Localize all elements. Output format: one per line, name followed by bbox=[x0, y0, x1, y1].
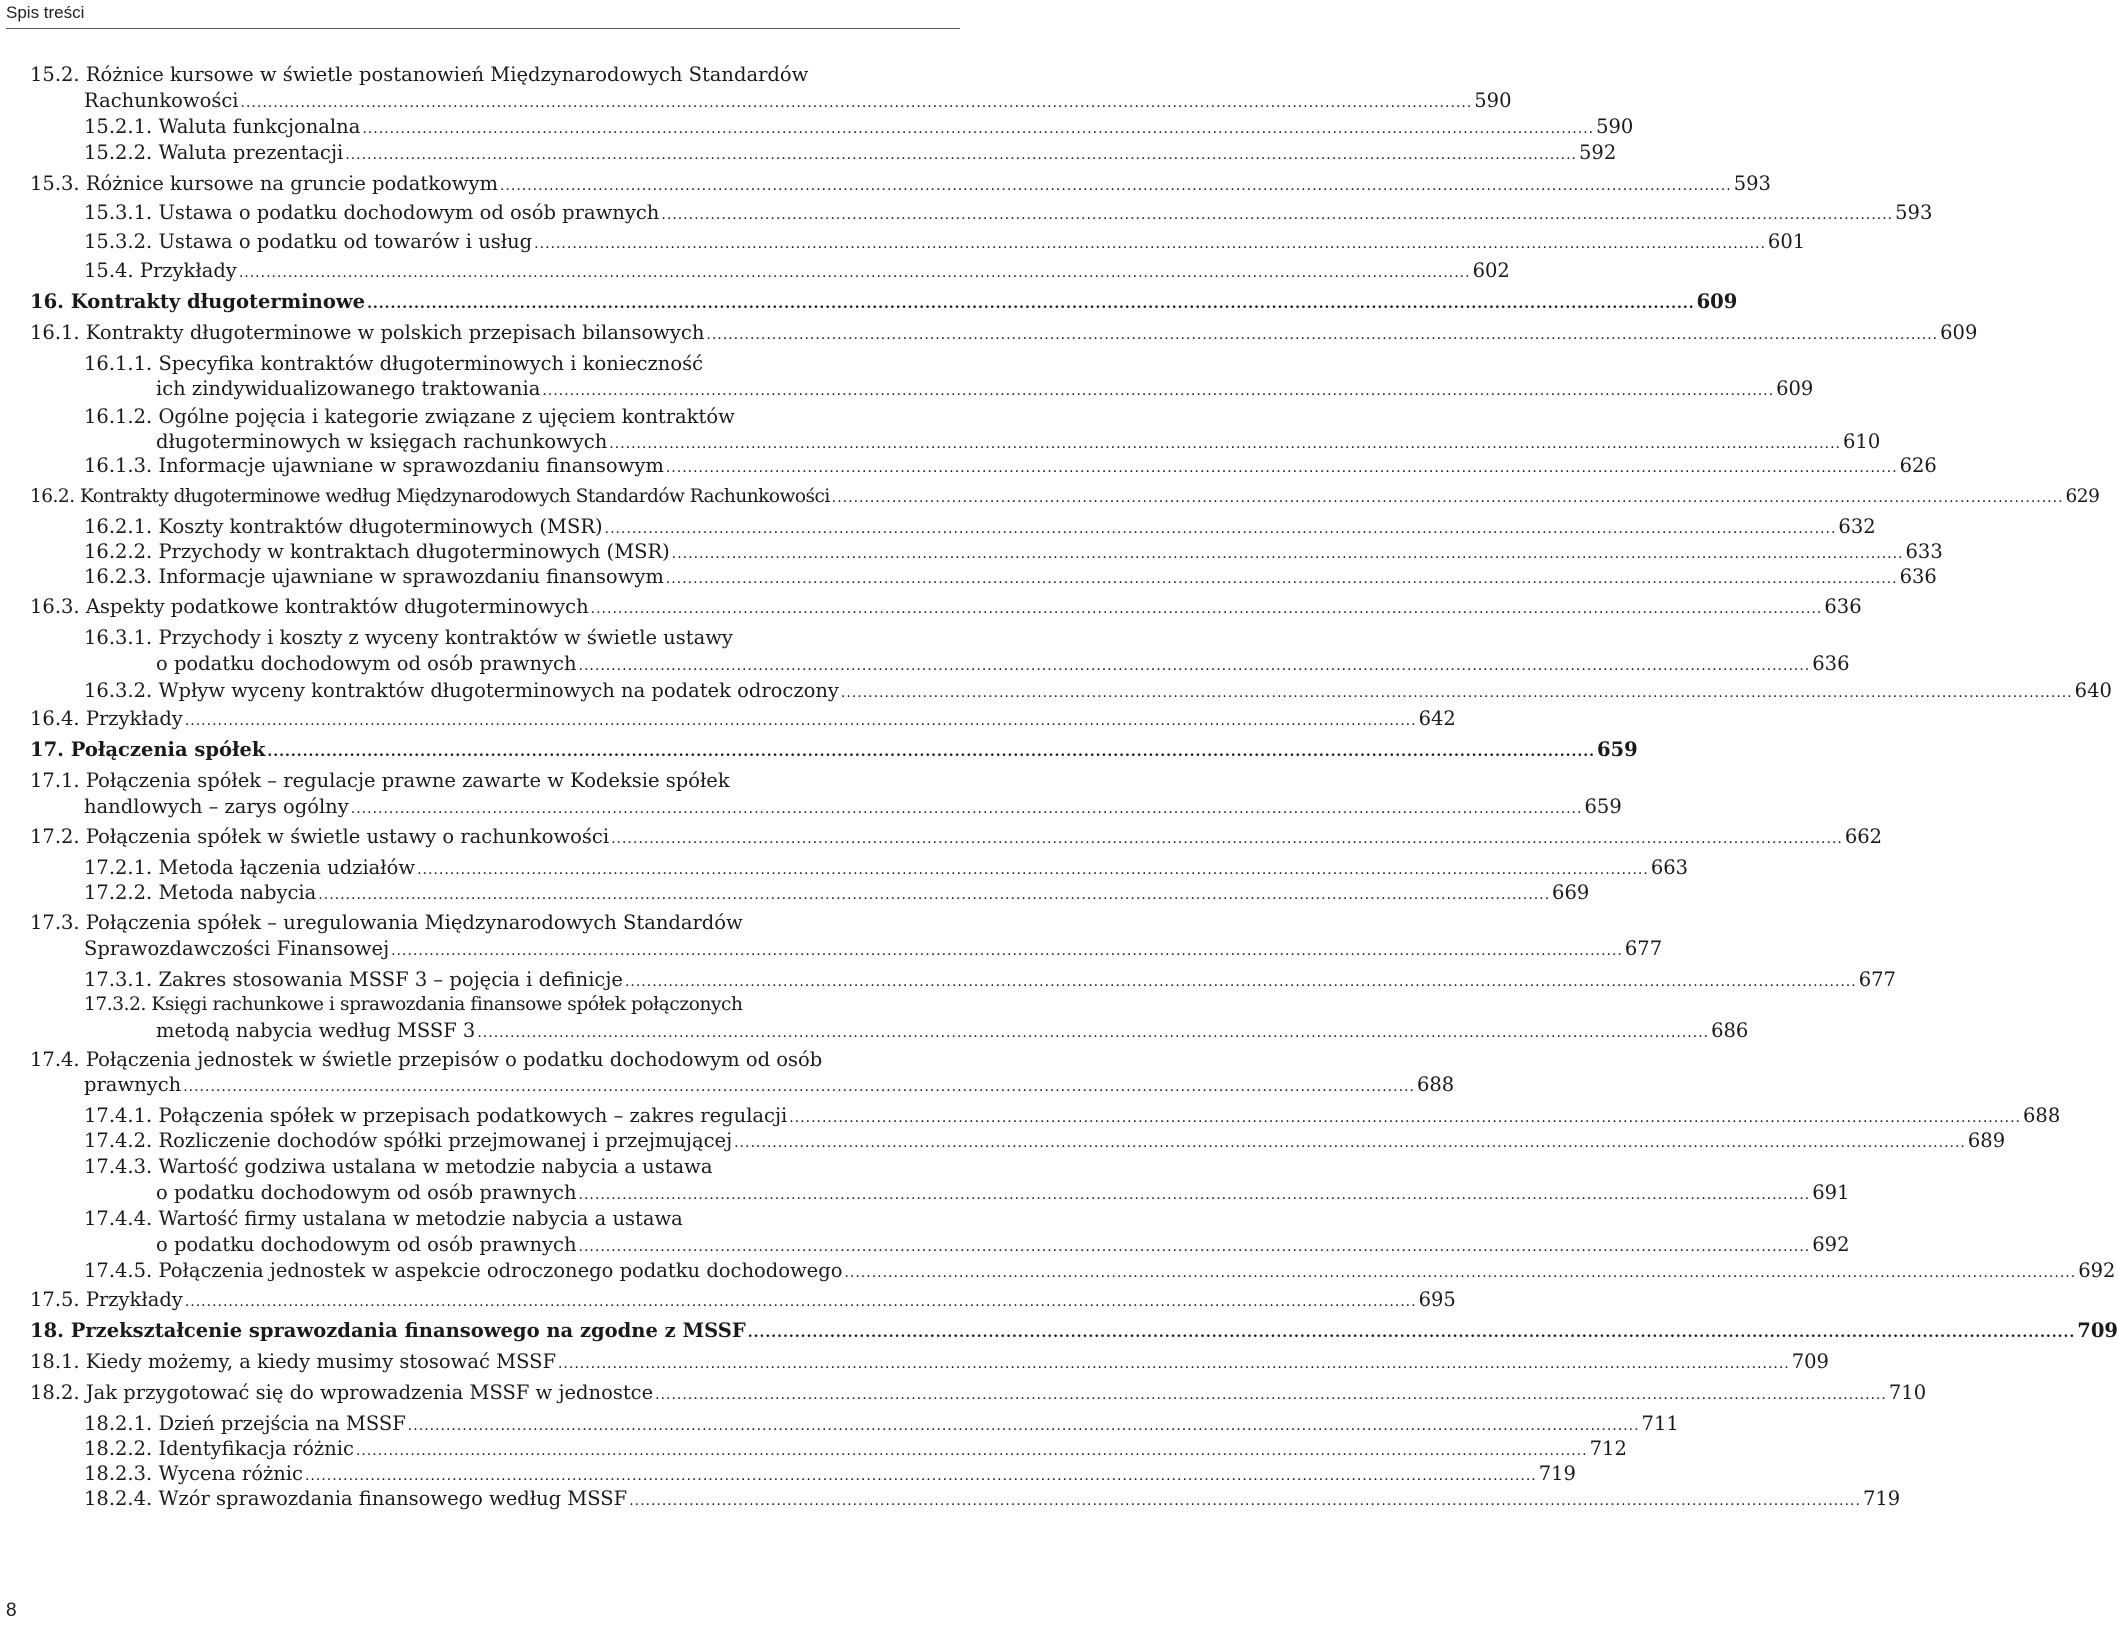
toc-entry-15-3-2[interactable]: 15.3.2. Ustawa o podatku od towarów i usług .................................................................................................................................................................................................................................. 601 bbox=[84, 230, 1806, 253]
toc-entry-17-4-3[interactable]: o podatku dochodowym od osób prawnych .................................................................................................................................................................................................................................. 691 bbox=[156, 1181, 1850, 1204]
page-header bbox=[0, 0, 960, 30]
toc-entry-15-2-line1: 15.2. Różnice kursowe w świetle postanowień Międzynarodowych Standardów bbox=[30, 63, 809, 86]
toc-entry-17-2[interactable]: 17.2. Połączenia spółek w świetle ustawy o rachunkowości .................................................................................................................................................................................................................................. 662 bbox=[30, 825, 1883, 848]
toc-entry-16-2[interactable]: 16.2. Kontrakty długoterminowe według Międzynarodowych Standardów Rachunkowości .................................................................................................................................................................................................................................. 629 bbox=[30, 486, 2100, 507]
toc-entry-17-4[interactable]: prawnych .................................................................................................................................................................................................................................. 688 bbox=[84, 1073, 1455, 1096]
toc-entry-17-3-2-line1: 17.3.2. Księgi rachunkowe i sprawozdania finansowe spółek połączonych bbox=[84, 994, 743, 1015]
toc-entry-17-4-2[interactable]: 17.4.2. Rozliczenie dochodów spółki przejmowanej i przejmującej .................................................................................................................................................................................................................................. 689 bbox=[84, 1129, 2006, 1152]
toc-entry-17-1-line1: 17.1. Połączenia spółek – regulacje prawne zawarte w Kodeksie spółek bbox=[30, 769, 730, 792]
toc-entry-17-4-5[interactable]: 17.4.5. Połączenia jednostek w aspekcie odroczonego podatku dochodowego .................................................................................................................................................................................................................................. 692 bbox=[84, 1259, 2116, 1282]
toc-entry-17-4-3-line1: 17.4.3. Wartość godziwa ustalana w metodzie nabycia a ustawa bbox=[84, 1155, 713, 1178]
toc-entry-16-3-2[interactable]: 16.3.2. Wpływ wyceny kontraktów długoterminowych na podatek odroczony .................................................................................................................................................................................................................................. 640 bbox=[84, 679, 2112, 702]
toc-entry-15-4[interactable]: 15.4. Przykłady .................................................................................................................................................................................................................................. 602 bbox=[84, 259, 1510, 282]
page-number: 8 bbox=[6, 1600, 17, 1621]
toc-chapter-17[interactable]: 17. Połączenia spółek .................................................................................................................................................................................................................................. 659 bbox=[30, 738, 1638, 761]
toc-entry-16-1[interactable]: 16.1. Kontrakty długoterminowe w polskich przepisach bilansowych .................................................................................................................................................................................................................................. 609 bbox=[30, 321, 1978, 344]
toc-entry-16-1-1[interactable]: ich zindywidualizowanego traktowania .................................................................................................................................................................................................................................. 609 bbox=[156, 377, 1814, 400]
toc-entry-15-3[interactable]: 15.3. Różnice kursowe na gruncie podatkowym .................................................................................................................................................................................................................................. 593 bbox=[30, 172, 1771, 195]
toc-entry-16-1-1-line1: 16.1.1. Specyfika kontraktów długoterminowych i konieczność bbox=[84, 352, 704, 375]
toc-entry-17-4-4-line1: 17.4.4. Wartość firmy ustalana w metodzie nabycia a ustawa bbox=[84, 1207, 683, 1230]
toc-entry-16-3-1[interactable]: o podatku dochodowym od osób prawnych .................................................................................................................................................................................................................................. 636 bbox=[156, 652, 1850, 675]
toc-entry-15-2-1[interactable]: 15.2.1. Waluta funkcjonalna .................................................................................................................................................................................................................................. 590 bbox=[84, 115, 1634, 138]
toc-entry-18-2-2[interactable]: 18.2.2. Identyfikacja różnic .................................................................................................................................................................................................................................. 712 bbox=[84, 1437, 1627, 1460]
toc-entry-17-5[interactable]: 17.5. Przykłady .................................................................................................................................................................................................................................. 695 bbox=[30, 1288, 1456, 1311]
toc-entry-17-3-2[interactable]: metodą nabycia według MSSF 3 .................................................................................................................................................................................................................................. 686 bbox=[156, 1019, 1749, 1042]
toc-entry-18-2-1[interactable]: 18.2.1. Dzień przejścia na MSSF .................................................................................................................................................................................................................................. 711 bbox=[84, 1412, 1679, 1435]
toc-entry-17-3-1[interactable]: 17.3.1. Zakres stosowania MSSF 3 – pojęcia i definicje .................................................................................................................................................................................................................................. 677 bbox=[84, 968, 1896, 991]
toc-entry-17-4-1[interactable]: 17.4.1. Połączenia spółek w przepisach podatkowych – zakres regulacji .................................................................................................................................................................................................................................. 688 bbox=[84, 1104, 2061, 1127]
toc-entry-15-3-1[interactable]: 15.3.1. Ustawa o podatku dochodowym od osób prawnych .................................................................................................................................................................................................................................. 593 bbox=[84, 201, 1933, 224]
toc-entry-16-3[interactable]: 16.3. Aspekty podatkowe kontraktów długoterminowych .................................................................................................................................................................................................................................. 636 bbox=[30, 595, 1862, 618]
toc-entry-16-1-3[interactable]: 16.1.3. Informacje ujawniane w sprawozdaniu finansowym .................................................................................................................................................................................................................................. 626 bbox=[84, 454, 1937, 477]
toc-chapter-16[interactable]: 16. Kontrakty długoterminowe .................................................................................................................................................................................................................................. 609 bbox=[30, 290, 1738, 313]
toc-entry-17-3-line1: 17.3. Połączenia spółek – uregulowania Międzynarodowych Standardów bbox=[30, 911, 743, 934]
toc-entry-17-1[interactable]: handlowych – zarys ogólny .................................................................................................................................................................................................................................. 659 bbox=[84, 795, 1622, 818]
toc-entry-17-3[interactable]: Sprawozdawczości Finansowej .................................................................................................................................................................................................................................. 677 bbox=[84, 937, 1663, 960]
toc-entry-16-4[interactable]: 16.4. Przykłady .................................................................................................................................................................................................................................. 642 bbox=[30, 707, 1456, 730]
toc-entry-18-1[interactable]: 18.1. Kiedy możemy, a kiedy musimy stosować MSSF .................................................................................................................................................................................................................................. 709 bbox=[30, 1350, 1829, 1373]
toc-entry-15-2-2[interactable]: 15.2.2. Waluta prezentacji .................................................................................................................................................................................................................................. 592 bbox=[84, 141, 1617, 164]
toc-entry-17-4-4[interactable]: o podatku dochodowym od osób prawnych .................................................................................................................................................................................................................................. 692 bbox=[156, 1233, 1850, 1256]
header-title: Spis treści bbox=[6, 3, 85, 22]
toc-entry-16-2-3[interactable]: 16.2.3. Informacje ujawniane w sprawozdaniu finansowym .................................................................................................................................................................................................................................. 636 bbox=[84, 565, 1937, 588]
toc-entry-15-2[interactable]: Rachunkowości .................................................................................................................................................................................................................................. 590 bbox=[84, 89, 1512, 112]
toc-entry-17-2-2[interactable]: 17.2.2. Metoda nabycia .................................................................................................................................................................................................................................. 669 bbox=[84, 881, 1590, 904]
toc-chapter-18[interactable]: 18. Przekształcenie sprawozdania finansowego na zgodne z MSSF .................................................................................................................................................................................................................................. 709 bbox=[30, 1319, 2118, 1342]
toc-entry-16-1-2-line1: 16.1.2. Ogólne pojęcia i kategorie związane z ujęciem kontraktów bbox=[84, 405, 735, 428]
toc-entry-18-2[interactable]: 18.2. Jak przygotować się do wprowadzenia MSSF w jednostce .................................................................................................................................................................................................................................. 710 bbox=[30, 1381, 1927, 1404]
toc-entry-16-1-2[interactable]: długoterminowych w księgach rachunkowych .................................................................................................................................................................................................................................. 610 bbox=[156, 430, 1881, 453]
toc-entry-17-4-line1: 17.4. Połączenia jednostek w świetle przepisów o podatku dochodowym od osób bbox=[30, 1048, 823, 1071]
toc-entry-16-2-1[interactable]: 16.2.1. Koszty kontraktów długoterminowych (MSR) .................................................................................................................................................................................................................................. 632 bbox=[84, 515, 1876, 538]
toc-entry-16-3-1-line1: 16.3.1. Przychody i koszty z wyceny kontraktów w świetle ustawy bbox=[84, 626, 733, 649]
toc-entry-18-2-3[interactable]: 18.2.3. Wycena różnic .................................................................................................................................................................................................................................. 719 bbox=[84, 1462, 1576, 1485]
toc-entry-18-2-4[interactable]: 18.2.4. Wzór sprawozdania finansowego według MSSF .................................................................................................................................................................................................................................. 719 bbox=[84, 1487, 1901, 1510]
toc-entry-17-2-1[interactable]: 17.2.1. Metoda łączenia udziałów .................................................................................................................................................................................................................................. 663 bbox=[84, 856, 1689, 879]
toc-entry-16-2-2[interactable]: 16.2.2. Przychody w kontraktach długoterminowych (MSR) .................................................................................................................................................................................................................................. 633 bbox=[84, 540, 1943, 563]
header-divider bbox=[6, 28, 960, 29]
